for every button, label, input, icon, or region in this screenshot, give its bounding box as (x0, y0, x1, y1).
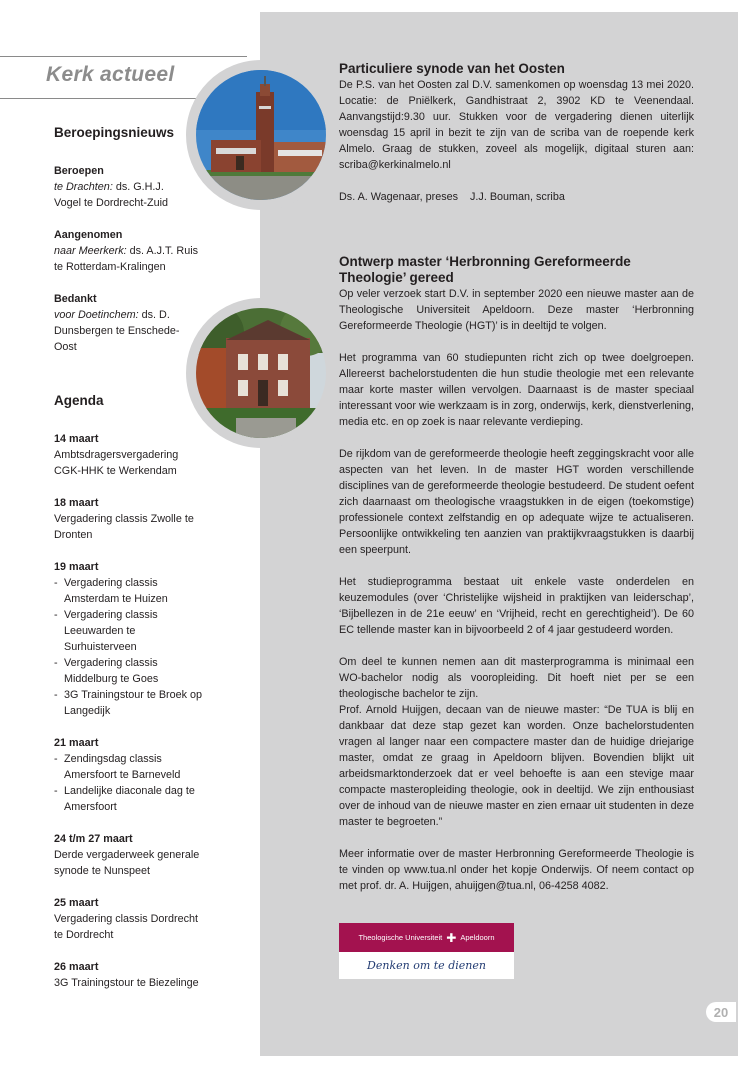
agenda-line: Ambtsdragersvergadering (54, 449, 179, 461)
title-rule-top (0, 56, 247, 57)
entry-title: Aangenomen (54, 229, 123, 241)
section-title: Kerk actueel (46, 63, 175, 86)
agenda-bullet: - 3G Trainingstour te Broek op Langedijk (54, 687, 214, 719)
article-paragraph: Om deel te kunnen nemen aan dit masterprogramma is minimaal een WO-bachelor nodig als vooropleiding. Dit hoeft niet per se een theologische bachelor te zijn. (339, 656, 694, 700)
agenda-item (54, 431, 214, 479)
entry-text: Oost (54, 341, 77, 353)
entry-text: Dunsbergen te Enschede- (54, 325, 180, 337)
logo-name-left: Theologische Universiteit (358, 933, 443, 942)
agenda-item (54, 495, 214, 543)
agenda-bullet: - Vergadering classis Leeuwarden te Surhuisterveen (54, 607, 214, 655)
logo-slogan: Denken om te dienen (339, 952, 514, 979)
agenda-date: 14 maart (54, 433, 99, 445)
agenda-item (54, 559, 214, 719)
agenda-line: CGK-HHK te Werkendam (54, 465, 177, 477)
entry-title: Beroepen (54, 165, 104, 177)
agenda-line: Dronten (54, 529, 93, 541)
agenda-bullet: - Zendingsdag classis Amersfoort te Barneveld (54, 751, 214, 783)
beroepingsnieuws-entry (54, 227, 214, 275)
agenda-item (54, 831, 214, 879)
article-synode-signature: Ds. A. Wagenaar, preses J.J. Bouman, scriba (339, 191, 565, 203)
beroepingsnieuws-entry (54, 163, 214, 211)
agenda-line: Vergadering classis Zwolle te (54, 513, 194, 525)
agenda-date: 26 maart (54, 961, 99, 973)
agenda-date: 25 maart (54, 897, 99, 909)
beroepingsnieuws-entry (54, 291, 214, 355)
logo-name-right: Apeldoorn (460, 933, 495, 942)
agenda-bullet: - Landelijke diaconale dag te Amersfoort (54, 783, 214, 815)
tua-logo (339, 923, 514, 979)
entry-text: Vogel te Dordrecht-Zuid (54, 197, 169, 209)
article-synode-body: De P.S. van het Oosten zal D.V. samenkomen op woensdag 13 mei 2020. Locatie: de Pniëlkerk, Gandhistraat 2, 3902 KD te Veenendaal. Aanvangstijd:9.30 uur. Stukken voor de vergadering dienen uiterlijk woensdag 15 april in bezit te zijn van de scriba van de roepende kerk Almelo. Graag de stukken, zoveel als mogelijk, digitaal sturen aan: scriba@kerkinalmelo.nl (339, 79, 694, 171)
entry-text: ds. A.J.T. Ruis (126, 245, 199, 257)
logo-banner (339, 923, 514, 952)
entry-place: te Drachten: (54, 181, 113, 193)
agenda-date: 19 maart (54, 561, 99, 573)
entry-title: Bedankt (54, 293, 97, 305)
agenda-item (54, 895, 214, 943)
agenda-date: 18 maart (54, 497, 99, 509)
agenda-item (54, 735, 214, 815)
agenda-date: 21 maart (54, 737, 99, 749)
agenda-line: te Dordrecht (54, 929, 114, 941)
page-number: 20 (706, 1002, 736, 1022)
article-paragraph: Op veler verzoek start D.V. in september 2020 een nieuwe master aan de Theologische Universiteit Apeldoorn. Deze master ‘Herbronning Gereformeerde Theologie (HGT)’ is in deeltijd te volgen. (339, 288, 694, 332)
agenda-bullet-list (54, 751, 214, 815)
article-synode-title: Particuliere synode van het Oosten (339, 61, 565, 76)
agenda-bullet: - Vergadering classis Middelburg te Goes (54, 655, 214, 687)
article-paragraph: Prof. Arnold Huijgen, decaan van de nieuwe master: “De TUA is blij en dankbaar dat deze stap gezet kan worden. Onze bachelorstudenten vragen al langer naar een compactere master dan de huidige driejarige master, omdat ze graag in Apeldoorn blijven. Bovendien blijkt uit arbeidsmarktonderzoek dat er veel behoefte is aan een stevige maar compacte masteropleiding theologie, ook in deeltijd. We zijn enthousiast over de inhoud van de nieuwe master en zien ernaar uit studenten in deze master te begroeten.” (339, 704, 694, 828)
entry-text: ds. D. (138, 309, 170, 321)
agenda-item (54, 959, 214, 991)
article-synode (339, 61, 694, 221)
agenda-bullet-list (54, 575, 214, 719)
agenda-bullet: - Vergadering classis Amsterdam te Huizen (54, 575, 214, 607)
article-master-title: Ontwerp master ‘Herbronning Gereformeerde Theologie’ gereed (339, 254, 631, 285)
entry-place: naar Meerkerk: (54, 245, 127, 257)
article-paragraph: Meer informatie over de master Herbronning Gereformeerde Theologie is te vinden op www.tua.nl onder het kopje Onderwijs. Of neem contact op met prof. dr. A. Huijgen, ahuijgen@tua.nl, 06-4258 4082. (339, 848, 694, 892)
article-paragraph: De rijkdom van de gereformeerde theologie heeft zeggingskracht voor alle aspecten van het leven. In de master HGT worden verschillende disciplines van de gereformeerde theologie bestudeerd. De student oefent zich daarnaast om theologische vraagstukken in de eigen (toekomstige) professionele context zelfstandig en op adequate wijze te actualiseren. Persoonlijke ontwikkeling ten aanzien van praktijkvraagstukken is daarbij een speerpunt. (339, 448, 694, 556)
agenda-date: 24 t/m 27 maart (54, 833, 133, 845)
agenda-line: synode te Nunspeet (54, 865, 151, 877)
article-paragraph: Het programma van 60 studiepunten richt zich op twee doelgroepen. Allereerst bachelorstudenten die hun studie theologie met een relevante maar korte master willen vervolgen. Daarnaast is de master speciaal interessant voor wie werkzaam is in zorg, onderwijs, kerk, dienstverlening, media etc. en op zoek is naar relevante verdieping. (339, 352, 694, 428)
agenda-line: Derde vergaderweek generale (54, 849, 200, 861)
agenda-line: 3G Trainingstour te Biezelinge (54, 977, 199, 989)
beroepingsnieuws-heading: Beroepingsnieuws (54, 125, 175, 140)
entry-place: voor Doetinchem: (54, 309, 139, 321)
article-master (339, 254, 694, 910)
agenda-line: Vergadering classis Dordrecht (54, 913, 199, 925)
entry-text: ds. G.H.J. (112, 181, 164, 193)
left-column (54, 124, 214, 1007)
agenda-heading: Agenda (54, 393, 104, 408)
entry-text: te Rotterdam-Kralingen (54, 261, 166, 273)
cross-icon: ✚ (446, 930, 457, 945)
article-paragraph: Het studieprogramma bestaat uit enkele vaste onderdelen en keuzemodules (over ‘Christelijke wijsheid in praktijken van leiderschap’, ‘Bijbellezen in de 21e eeuw’ en ‘Vrijheid, recht en gerechtigheid’). De 60 EC tellende master kan in bijvoorbeeld 2 of 4 jaar gestudeerd worden. (339, 576, 694, 636)
